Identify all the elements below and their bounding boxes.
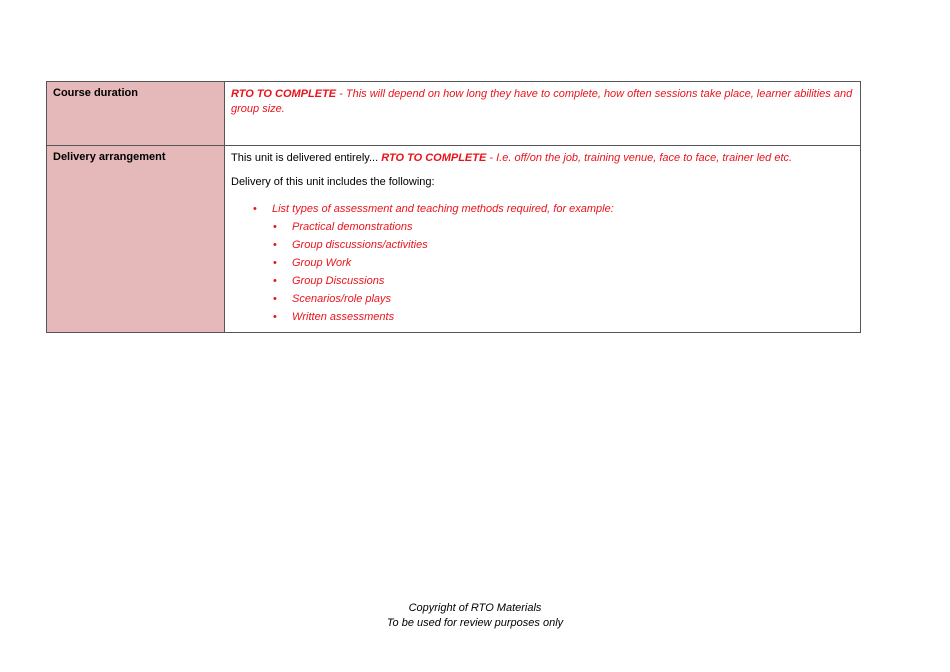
rto-to-complete-tag: RTO TO COMPLETE [231,88,337,100]
row-label: Delivery arrangement [47,146,225,333]
method-list [273,218,854,326]
row-label: Course duration [47,82,225,146]
intro-text: This unit is delivered entirely... [231,152,382,164]
row-value [225,146,861,333]
delivery-list [253,200,854,326]
course-duration-text [231,87,854,117]
course-info-table [46,81,861,333]
list-item [253,200,854,326]
list-item: • Written assessments [273,308,854,326]
table-row-delivery-arrangement [47,146,861,333]
review-notice-line: To be used for review purposes only [386,617,564,629]
list-item: • Group discussions/activities [273,236,854,254]
copyright-line: Copyright of RTO Materials [408,602,542,614]
delivery-intro [231,151,854,166]
list-item: • Group Work [273,254,854,272]
delivery-includes-text: Delivery of this unit includes the following: [231,176,435,188]
instruction-text: - I.e. off/on the job, training venue, face to face, trainer led etc. [486,152,793,164]
row-value [225,82,861,146]
list-item: • Group Discussions [273,272,854,290]
instruction-text: - This will depend on how long they have to complete, how often sessions take place, learner abilities and group size. [231,88,853,115]
list-item: • Scenarios/role plays [273,290,854,308]
table-row-course-duration [47,82,861,146]
page-footer [0,601,950,631]
rto-to-complete-tag: RTO TO COMPLETE [381,152,487,164]
list-heading: List types of assessment and teaching methods required, for example: [272,203,614,215]
list-item: • Practical demonstrations [273,218,854,236]
